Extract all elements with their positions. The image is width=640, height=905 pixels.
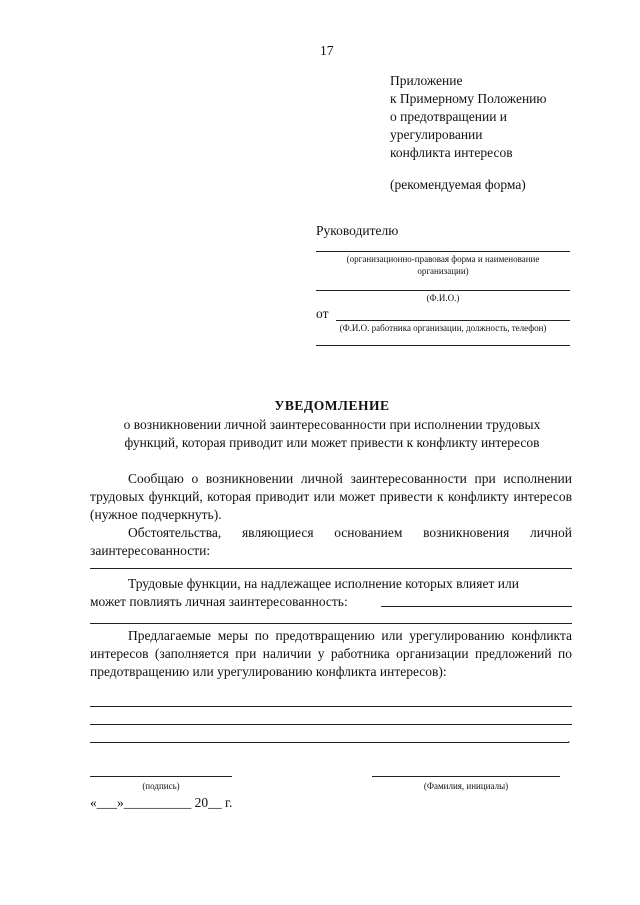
employee-caption: (Ф.И.О. работника организации, должность, телефон) — [339, 323, 547, 333]
name-caption: (Фамилия, инициалы) — [423, 781, 509, 791]
employee-line[interactable] — [336, 320, 570, 321]
measures-line-3[interactable] — [90, 742, 568, 743]
paragraph-functions-1: Трудовые функции, на надлежащее исполнение которых влияет или — [128, 576, 519, 591]
appendix-line: Приложение — [390, 73, 463, 88]
org-caption-line-2: организации) — [417, 266, 469, 276]
name-line[interactable] — [372, 776, 560, 777]
from-label: от — [316, 306, 329, 321]
appendix-line: урегулировании — [390, 127, 483, 142]
org-caption — [316, 253, 570, 277]
functions-line[interactable] — [90, 623, 572, 624]
functions-inline-line[interactable] — [381, 606, 572, 607]
document-subtitle — [90, 416, 574, 452]
org-name-line[interactable] — [316, 251, 570, 252]
subtitle-line-1: о возникновении личной заинтересованности при исполнении трудовых — [123, 417, 541, 432]
paragraph-functions-2: может повлиять личная заинтересованность: — [90, 594, 348, 609]
document-title: УВЕДОМЛЕНИЕ — [274, 398, 390, 413]
paragraph-measures: Предлагаемые меры по предотвращению или урегулированию конфликта интересов (заполняется при наличии у работника организации предложений по предотвращению или урегулированию конфликта интересов): — [90, 628, 572, 679]
addressee-label: Руководителю — [316, 223, 399, 238]
date-line[interactable]: «___»__________ 20__ г. — [90, 795, 233, 810]
measures-end-dot: . — [567, 731, 571, 746]
measures-line-1[interactable] — [90, 706, 572, 707]
fio-caption: (Ф.И.О.) — [426, 293, 460, 303]
page-number: 17 — [320, 43, 334, 58]
fio-line[interactable] — [316, 290, 570, 291]
appendix-line: конфликта интересов — [390, 145, 513, 160]
subtitle-line-2: функций, которая приводит или может привести к конфликту интересов — [124, 435, 540, 450]
appendix-line: к Примерному Положению — [390, 91, 547, 106]
form-note: (рекомендуемая форма) — [390, 177, 526, 192]
measures-line-2[interactable] — [90, 724, 572, 725]
appendix-line: о предотвращении и — [390, 109, 508, 124]
org-caption-line-1: (организационно-правовая форма и наименование — [346, 254, 540, 264]
signature-line[interactable] — [90, 776, 232, 777]
paragraph-circumstances: Обстоятельства, являющиеся основанием возникновения личной заинтересованности: — [90, 525, 572, 558]
employee-extra-line[interactable] — [316, 345, 570, 346]
circumstances-line[interactable] — [90, 568, 572, 569]
signature-caption: (подпись) — [142, 781, 180, 791]
appendix-block — [390, 72, 630, 162]
paragraph-report: Сообщаю о возникновении личной заинтересованности при исполнении трудовых функций, которая приводит или может привести к конфликту интересов (нужное подчеркнуть). — [90, 471, 572, 522]
